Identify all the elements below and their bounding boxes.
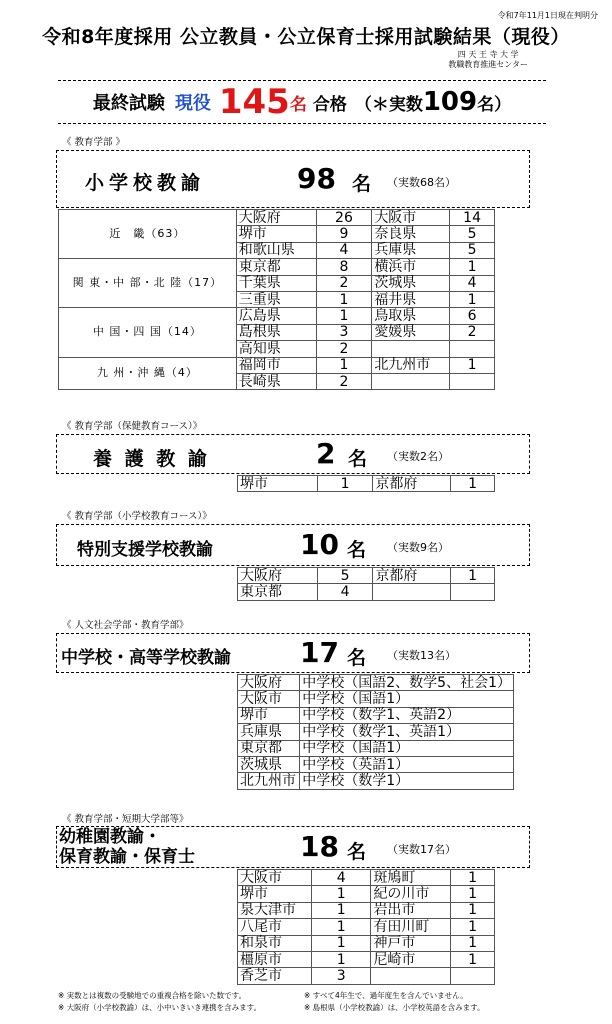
location-cell: 堺市 (238, 476, 318, 492)
table-row (238, 886, 495, 902)
table-row (59, 210, 495, 226)
region-name: 関 東・中 部・北 陸（17） (59, 259, 237, 308)
count-cell: 5 (450, 226, 495, 242)
note-2: ※ すべて4年生で、過年度生を含んでいません。 (304, 991, 468, 1000)
count-cell: 2 (450, 324, 495, 340)
section-name: 養 護 教 諭 (93, 448, 210, 470)
location-cell: 福岡市 (236, 357, 316, 373)
subject-cell: 中学校（数学1、英語2） (300, 707, 514, 723)
location-cell: 橿原市 (238, 951, 312, 967)
section-real-count: （実数13名） (387, 649, 456, 662)
section-kinder (56, 826, 530, 868)
region-name: 九 州・沖 縄（4） (59, 357, 237, 390)
location-cell: 和歌山県 (236, 242, 316, 258)
as-of-date: 令和7年11月1日現在判明分 (497, 11, 598, 20)
location-cell: 京都府 (373, 568, 451, 584)
count-cell (451, 968, 495, 984)
university-line-2: 教職教育推進センター (448, 60, 528, 69)
region-name: 近 畿（63） (59, 210, 237, 259)
table-row (238, 935, 495, 951)
count-cell: 2 (316, 275, 372, 291)
location-cell: 茨城県 (372, 275, 450, 291)
section-count: 18 (300, 830, 339, 863)
location-cell: 斑鳩町 (371, 870, 451, 886)
location-cell: 大阪府 (238, 568, 318, 584)
section-count: 98 (297, 162, 336, 195)
real-prefix: （＊実数 (354, 94, 423, 115)
count-cell: 1 (451, 568, 495, 584)
current-label: 現役 (174, 93, 211, 114)
section-unit: 名 (347, 647, 367, 669)
dept-label-junior: 《 人文社会学部・教育学部》 (62, 620, 189, 631)
table-row (238, 870, 495, 886)
section-name-line-1: 幼稚園教諭・ (59, 827, 161, 847)
location-cell: 愛媛県 (372, 324, 450, 340)
location-cell: 紀の川市 (371, 886, 451, 902)
count-cell: 5 (317, 568, 373, 584)
count-cell: 8 (316, 259, 372, 275)
university-name (448, 50, 528, 70)
table-row (238, 568, 495, 584)
section-unit: 名 (352, 173, 372, 195)
section-name: 小学校教諭 (85, 172, 206, 194)
count-cell: 5 (450, 242, 495, 258)
subject-cell: 中学校（英語1） (300, 756, 514, 772)
final-label: 最終試験 (92, 93, 165, 114)
note-1: ※ 実数とは複数の受験地での重複合格を除いた数です。 (58, 991, 247, 1000)
table-row (238, 902, 495, 918)
location-cell: 兵庫県 (238, 724, 300, 740)
section-unit: 名 (348, 448, 368, 470)
table-kinder (237, 869, 495, 985)
section-real-count: （実数9名） (387, 541, 449, 554)
count-cell: 2 (316, 373, 372, 389)
count-cell: 1 (451, 886, 495, 902)
table-row (238, 756, 514, 772)
count-cell: 1 (451, 870, 495, 886)
location-cell: 福井県 (372, 291, 450, 307)
location-cell: 東京都 (236, 259, 316, 275)
location-cell: 北九州市 (238, 773, 300, 789)
table-row (238, 919, 495, 935)
final-unit: 名 (289, 94, 307, 115)
location-cell: 神戸市 (371, 935, 451, 951)
count-cell (450, 341, 495, 357)
table-row (238, 968, 495, 984)
count-cell: 4 (450, 275, 495, 291)
location-cell: 長崎県 (236, 373, 316, 389)
location-cell: 岩出市 (371, 902, 451, 918)
dept-label-kinder: 《 教育学部・短期大学部等》 (62, 814, 189, 825)
location-cell: 大阪府 (238, 675, 300, 691)
count-cell: 26 (316, 210, 372, 226)
section-real-count: （実数17名） (387, 843, 456, 856)
location-cell: 大阪市 (372, 210, 450, 226)
location-cell: 堺市 (236, 226, 316, 242)
count-cell: 1 (450, 259, 495, 275)
table-row (59, 308, 495, 324)
count-cell: 1 (311, 919, 371, 935)
count-cell: 1 (451, 935, 495, 951)
count-cell: 1 (451, 919, 495, 935)
subject-cell: 中学校（数学1、英語1） (300, 724, 514, 740)
count-cell: 14 (450, 210, 495, 226)
location-cell: 大阪市 (238, 691, 300, 707)
section-real-count: （実数68名） (387, 176, 456, 189)
location-cell: 京都府 (373, 476, 451, 492)
count-cell: 1 (311, 902, 371, 918)
section-name: 特別支援学校教諭 (77, 540, 213, 560)
count-cell: 1 (316, 357, 372, 373)
location-cell: 兵庫県 (372, 242, 450, 258)
count-cell: 1 (311, 886, 371, 902)
location-cell: 八尾市 (238, 919, 312, 935)
section-count: 2 (316, 437, 336, 470)
section-special (56, 524, 530, 566)
count-cell: 1 (451, 476, 495, 492)
location-cell: 千葉県 (236, 275, 316, 291)
count-cell: 4 (317, 584, 373, 600)
location-cell: 東京都 (238, 584, 318, 600)
location-cell: 尼崎市 (371, 951, 451, 967)
count-cell: 3 (316, 324, 372, 340)
section-junior (56, 633, 530, 673)
section-count: 10 (300, 528, 339, 561)
section-unit: 名 (347, 841, 367, 863)
table-special (237, 567, 495, 601)
table-row (59, 357, 495, 373)
count-cell: 1 (311, 935, 371, 951)
count-cell: 9 (316, 226, 372, 242)
location-cell (372, 341, 450, 357)
table-junior (237, 674, 514, 790)
section-name-line-2: 保育教諭・保育士 (59, 847, 195, 867)
table-row (238, 584, 495, 600)
location-cell: 香芝市 (238, 968, 312, 984)
location-cell: 東京都 (238, 740, 300, 756)
section-real-count: （実数2名） (387, 450, 449, 463)
section-yogo (56, 434, 530, 474)
count-cell: 4 (316, 242, 372, 258)
count-cell: 1 (450, 291, 495, 307)
count-cell (450, 373, 495, 389)
table-row (238, 951, 495, 967)
location-cell: 広島県 (236, 308, 316, 324)
location-cell: 大阪市 (238, 870, 312, 886)
dept-label-special: 《 教育学部（小学校教育コース）》 (62, 511, 212, 522)
dept-label-elementary: 《 教育学部 》 (62, 137, 126, 148)
subject-cell: 中学校（数学1） (300, 773, 514, 789)
location-cell: 堺市 (238, 707, 300, 723)
final-count: 145 (218, 82, 290, 122)
count-cell: 3 (311, 968, 371, 984)
count-cell (451, 584, 495, 600)
location-cell: 茨城県 (238, 756, 300, 772)
location-cell (372, 373, 450, 389)
location-cell: 泉大津市 (238, 902, 312, 918)
table-row (238, 773, 514, 789)
dept-label-yogo: 《 教育学部（保健教育コース）》 (62, 421, 203, 432)
page-title: 令和8年度採用 公立教員・公立保育士採用試験結果（現役） (42, 26, 570, 48)
count-cell: 1 (451, 951, 495, 967)
university-line-1: 四 天 王 寺 大 学 (457, 50, 519, 59)
location-cell: 堺市 (238, 886, 312, 902)
section-elementary (56, 150, 530, 208)
real-suffix: 名） (477, 94, 512, 115)
section-unit: 名 (347, 539, 367, 561)
note-3: ※ 大阪府（小学校教諭）は、小中いきいき連携を含みます。 (58, 1003, 262, 1012)
count-cell: 1 (450, 357, 495, 373)
subject-cell: 中学校（国語1） (300, 740, 514, 756)
table-row (238, 476, 495, 492)
count-cell: 4 (311, 870, 371, 886)
subject-cell: 中学校（国語2、数学5、社会1） (300, 675, 514, 691)
count-cell: 1 (316, 308, 372, 324)
count-cell: 1 (311, 951, 371, 967)
region-name: 中 国・四 国（14） (59, 308, 237, 357)
location-cell: 三重県 (236, 291, 316, 307)
location-cell: 奈良県 (372, 226, 450, 242)
table-row (238, 724, 514, 740)
count-cell: 1 (451, 902, 495, 918)
real-count: 109 (422, 87, 478, 117)
count-cell: 2 (316, 341, 372, 357)
count-cell: 6 (450, 308, 495, 324)
section-count: 17 (300, 636, 339, 669)
location-cell (373, 584, 451, 600)
table-row (238, 691, 514, 707)
table-row (59, 259, 495, 275)
table-yogo (237, 475, 495, 492)
location-cell: 高知県 (236, 341, 316, 357)
location-cell: 島根県 (236, 324, 316, 340)
location-cell (371, 968, 451, 984)
count-cell: 1 (316, 291, 372, 307)
pass-label: 合格 (312, 94, 347, 115)
location-cell: 横浜市 (372, 259, 450, 275)
final-result-banner (58, 80, 546, 124)
location-cell: 和泉市 (238, 935, 312, 951)
location-cell: 大阪府 (236, 210, 316, 226)
note-4: ※ 島根県（小学校教諭）は、小学校英語を含みます。 (304, 1003, 485, 1012)
location-cell: 有田川町 (371, 919, 451, 935)
location-cell: 鳥取県 (372, 308, 450, 324)
table-row (238, 675, 514, 691)
table-row (238, 740, 514, 756)
section-name: 中学校・高等学校教諭 (61, 648, 231, 668)
subject-cell: 中学校（国語1） (300, 691, 514, 707)
table-elementary (58, 209, 495, 390)
count-cell: 1 (317, 476, 373, 492)
table-row (238, 707, 514, 723)
location-cell: 北九州市 (372, 357, 450, 373)
